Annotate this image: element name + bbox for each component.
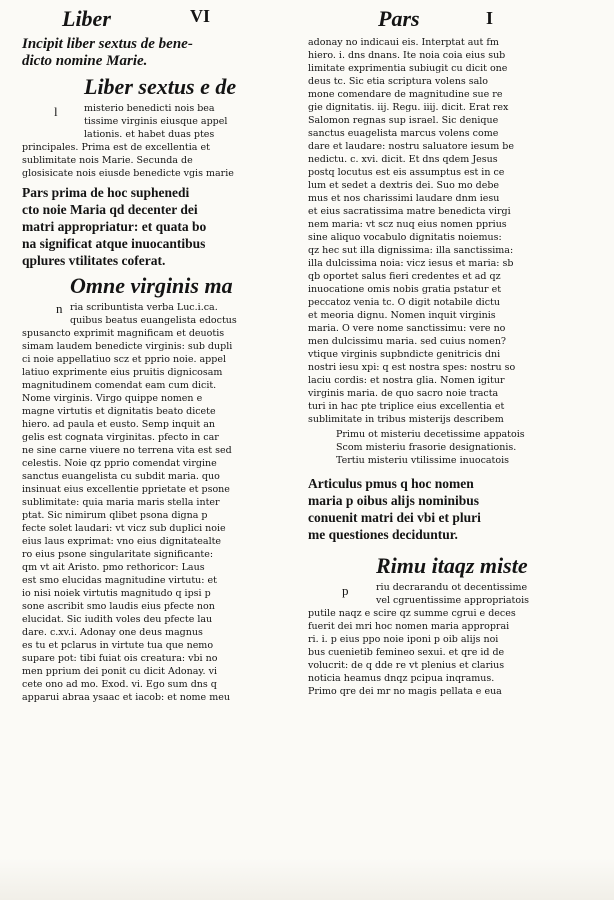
- text-line: adonay no indicaui eis. Interptat aut fm: [308, 37, 499, 48]
- text-line: sanctus euagelista marcus volens come: [308, 128, 499, 139]
- page-bottom-edge: [0, 858, 614, 900]
- omne-passage: [22, 275, 298, 704]
- text-line: dare. c.xv.i. Adonay one deus magnus: [22, 627, 203, 638]
- text-line: insinuat eius excellentie pprietate et psone: [22, 484, 230, 495]
- text-line: deus tc. Sic etia scriptura volens salo: [308, 76, 489, 87]
- book-intro: [22, 76, 298, 180]
- section-title-line: Articulus pmus q hoc nomen: [308, 476, 474, 491]
- text-line: nostri iesu xpi: q est nostra spes: nostru so: [308, 362, 516, 373]
- text-line: qb oportet salus fieri credentes et ad qz: [308, 271, 501, 282]
- text-line: Salomon regnas sup israel. Sic denique: [308, 115, 499, 126]
- section-title-line: qplures vtilitates coferat.: [22, 253, 166, 268]
- text-line: magne virtutis et dignitatis beato dicete: [22, 406, 216, 417]
- section-title-line: cto noie Maria qd decenter dei: [22, 202, 198, 217]
- running-head-right: Pars: [378, 6, 420, 31]
- mysteries-list: [308, 428, 592, 467]
- text-line: peccatoz venia tc. O digit notabile dictu: [308, 297, 500, 308]
- initial-guide-letter: p: [342, 583, 349, 598]
- text-line: gie dignitatis. iij. Regu. iiij. dicit. Erat rex: [308, 102, 509, 113]
- text-line: ptat. Sic nimirum qlibet psona digna p: [22, 510, 208, 521]
- initial-guide-letter: n: [56, 301, 63, 316]
- text-line: simam laudem benedicte virginis: sub dupli: [22, 341, 233, 352]
- text-line: ro eius psone singularitate significante:: [22, 549, 214, 560]
- running-head-left-number: VI: [190, 6, 211, 26]
- text-line: magnitudinem comendat eam cum dicit.: [22, 380, 217, 391]
- left-column: [22, 36, 298, 704]
- section-title-line: me questiones deciduntur.: [308, 527, 458, 542]
- articulus-title: [308, 475, 592, 543]
- initial-guide-letter: l: [54, 104, 58, 119]
- text-line: ne sine carne viuere no terrena vita est sed: [22, 445, 232, 456]
- text-line: sublimitate nois Marie. Secunda de: [22, 155, 193, 166]
- text-line: sanctus euangelista cu subdit maria. quo: [22, 471, 220, 482]
- text-line: spusancto exprimit magnificam et deuotis: [22, 328, 225, 339]
- incipit-line: Incipit liber sextus de bene-: [22, 36, 193, 52]
- text-line: nem maria: vt scz nuq eius nomen pprius: [308, 219, 507, 230]
- text-line: nedictu. c. xvi. dicit. Et dns qdem Jesus: [308, 154, 498, 165]
- text-line: misterio benedicti nois bea: [84, 103, 215, 114]
- text-line: riu decrarandu ot decentissime: [376, 582, 528, 593]
- text-line: turi in hac pte triplice eius excellentia et: [308, 401, 505, 412]
- text-line: men pprium dei ponit cu dicit Adonay. vi: [22, 666, 217, 677]
- text-line: Primo qre dei mr no magis pellata e eua: [308, 686, 502, 697]
- text-line: fuerit dei mri hoc nomen maria approprai: [308, 621, 510, 632]
- text-line: sone ascribit smo laudis eius pfecte non: [22, 601, 215, 612]
- text-line: vel cgruentissime appropriatois: [376, 595, 530, 606]
- mystery-item: Primu ot misteriu decetissime appatois: [336, 429, 525, 440]
- text-line: noticia heamus dnqz pcipua inqramus.: [308, 673, 495, 684]
- text-line: ri. i. p eius ppo noie iponi p oib alijs noi: [308, 634, 499, 645]
- incipit-heading: [22, 36, 298, 70]
- text-line: putile naqz e scire qz summe cgrui e deces: [308, 608, 516, 619]
- text-line: celestis. Noie qz pprio comendat virgine: [22, 458, 217, 469]
- text-line: principales. Prima est de excellentia et: [22, 142, 210, 153]
- text-line: lum et sedet a dextris dei. Suo mo debe: [308, 180, 500, 191]
- omne-heading: Omne virginis ma: [70, 273, 233, 298]
- text-line: postq locutus est eis assumptus est in ce: [308, 167, 505, 178]
- text-line: qz hec sut illa dignissima: illa sanctissima:: [308, 245, 514, 256]
- text-line: hiero. i. dns dnans. Ite noia coia eius sub: [308, 50, 506, 61]
- book-heading: Liber sextus e de: [84, 74, 237, 99]
- section-title-line: maria p oibus alijs nominibus: [308, 493, 480, 508]
- text-line: quibus beatus euangelista edoctus: [70, 315, 237, 326]
- mystery-item: Tertiu misteriu vtilissime inuocatois: [336, 455, 510, 466]
- text-line: elucidat. Sic iudith voles deu pfecte lau: [22, 614, 213, 625]
- intro-text: [22, 102, 298, 180]
- text-line: qm vt ait Aristo. pmo rethoricor: Laus: [22, 562, 205, 573]
- text-line: eius laus exprimat: vno eius dignitatealte: [22, 536, 222, 547]
- text-line: Nome virginis. Virgo quippe nomen e: [22, 393, 203, 404]
- text-line: inuocatione omis nobis gratia pstatur et: [308, 284, 502, 295]
- text-line: lationis. et habet duas ptes: [84, 129, 215, 140]
- text-line: illa dulcissima noia: vicz iesus et maria: sb: [308, 258, 514, 269]
- text-line: men dulcissimu maria. sed cuius nomen?: [308, 336, 507, 347]
- text-line: ria scribuntista verba Luc.i.ca.: [70, 302, 218, 313]
- text-line: glosisicate nois eiusde benedicte vgis marie: [22, 168, 234, 179]
- text-line: fecte solet laudari: vt vicz sub duplici noie: [22, 523, 226, 534]
- text-line: vtique virginis supbndicte genitricis dni: [308, 349, 501, 360]
- text-line: mone comendare de magnitudine sue re: [308, 89, 503, 100]
- section-title-line: matri appropriatur: et quata bo: [22, 219, 207, 234]
- running-head-right-number: I: [486, 8, 494, 28]
- right-column: [308, 36, 592, 698]
- rimu-passage: [308, 555, 592, 698]
- text-line: limitate exprimentia subiugit cu dicit one: [308, 63, 508, 74]
- text-line: gelis est cognata virginitas. pfecto in car: [22, 432, 219, 443]
- text-line: virginis maria. de quo sacro noie tracta: [308, 388, 499, 399]
- text-line: es tu et pclarus in virtute tua que nemo: [22, 640, 214, 651]
- section-title-line: na significat atque inuocantibus: [22, 236, 206, 251]
- text-line: sine aliquo vocabulo dignitatis noiemus:: [308, 232, 502, 243]
- section-title-line: conuenit matri dei vbi et pluri: [308, 510, 481, 525]
- text-line: supare pot: tibi fuiat ois creatura: vbi no: [22, 653, 218, 664]
- text-line: et eius sacratissima matre benedicta virgi: [308, 206, 511, 217]
- text-line: laciu cordis: et nostra glia. Nomen igitur: [308, 375, 505, 386]
- text-line: io nisi noiek virtutis magnitudo q ipsi p: [22, 588, 211, 599]
- text-line: sublimitate in tribus misterijs describem: [308, 414, 504, 425]
- rimu-text: [308, 581, 592, 698]
- text-line: et meoria dignu. Nomen inquit virginis: [308, 310, 496, 321]
- incipit-line: dicto nomine Marie.: [22, 53, 148, 69]
- text-line: sublimitate: quia maria maris stella inter: [22, 497, 220, 508]
- text-line: hiero. ad paula et eusto. Semp inquit an: [22, 419, 216, 430]
- text-line: est smo elucidas magnitudine virtutu: et: [22, 575, 217, 586]
- text-line: volucrit: de q dde re vt plenius et clarius: [308, 660, 505, 671]
- text-line: dare et laudare: nostru saluatore iesum be: [308, 141, 515, 152]
- text-line: maria. O vere nome sanctissimu: vere no: [308, 323, 506, 334]
- text-line: mus et nos charissimi laudare dnm iesu: [308, 193, 500, 204]
- text-line: bus cuenietib femineo sexui. et qre id de: [308, 647, 505, 658]
- part-one-title: [22, 184, 298, 269]
- omne-text: [22, 301, 298, 704]
- text-line: cete ono ad mo. Exod. vi. Ego sum dns q: [22, 679, 217, 690]
- mystery-item: Scom misteriu frasorie designationis.: [336, 442, 517, 453]
- rimu-heading: Rimu itaqz miste: [376, 553, 528, 578]
- section-title-line: Pars prima de hoc suphenedi: [22, 185, 190, 200]
- right-text-a: [308, 36, 592, 426]
- text-line: apparui abraa ysaac et iacob: et nome meu: [22, 692, 230, 703]
- running-head-left: Liber: [62, 6, 111, 31]
- text-line: latiuo exprimente eius pruitis dignicosam: [22, 367, 223, 378]
- text-line: ci noie appellatiuo scz et pprio noie. appel: [22, 354, 226, 365]
- text-line: tissime virginis eiusque appel: [84, 116, 228, 127]
